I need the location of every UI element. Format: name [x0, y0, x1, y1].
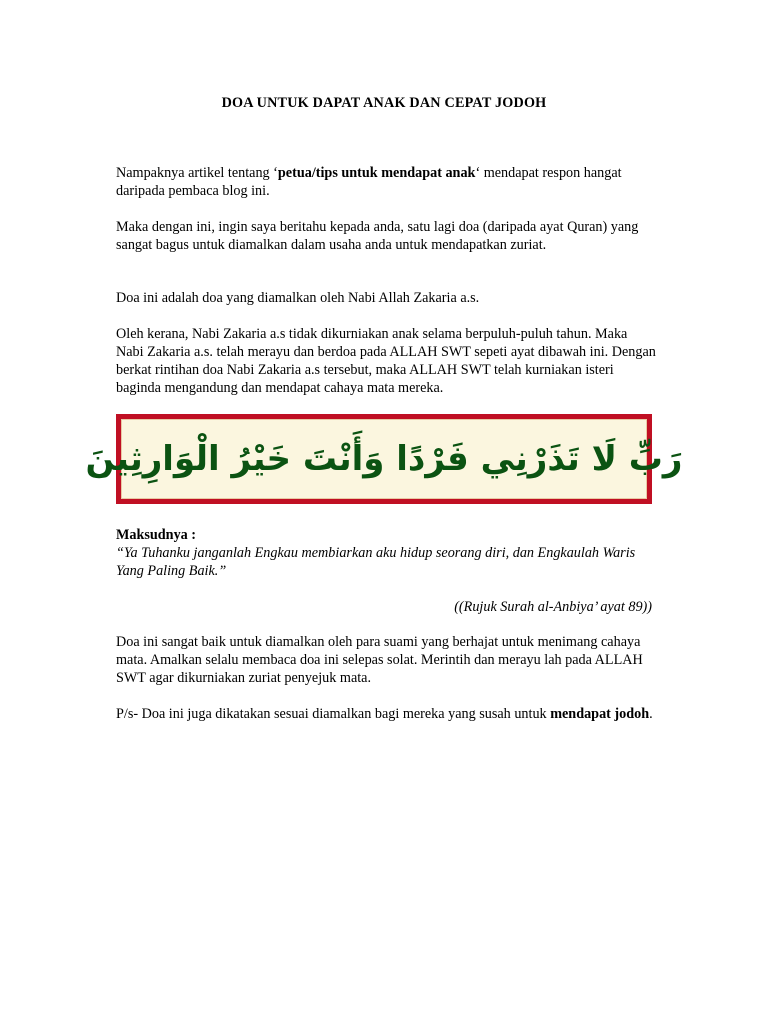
paragraph-postscript [116, 705, 656, 723]
arabic-verse-text: رَبِّ لَا تَذَرْنِي فَرْدًا وَأَنْتَ خَيْرُ الْوَارِثِينَ [85, 439, 683, 479]
meaning-text: “Ya Tuhanku janganlah Engkau membiarkan aku hidup seorang diri, dan Engkaulah Waris Yang Paling Baik.” [116, 545, 636, 579]
document-title: DOA UNTUK DAPAT ANAK DAN CEPAT JODOH [221, 95, 547, 111]
surah-reference: ((Rujuk Surah al-Anbiya’ ayat 89)) [454, 599, 652, 615]
paragraph-postscript-text: P/s- Doa ini juga dikatakan sesuai diamalkan bagi mereka yang susah untuk [116, 706, 551, 722]
paragraph-intro-text-end: ‘ mendapat respon hangat daripada pembaca blog ini. [116, 165, 622, 199]
paragraph-practice: Doa ini sangat baik untuk diamalkan oleh para suami yang berhajat untuk menimang cahaya mata. Amalkan selalu membaca doa ini selepas solat. Merintih dan merayu lah pada ALLAH SWT agar dikurniakan zuriat penyejuk mata. [116, 634, 643, 686]
meaning-label: Maksudnya : [116, 527, 197, 543]
arabic-verse-frame [85, 414, 683, 504]
paragraph-postscript-bold: mendapat jodoh [550, 706, 650, 722]
paragraph-story: Oleh kerana, Nabi Zakaria a.s tidak dikurniakan anak selama berpuluh-puluh tahun. Maka Nabi Zakaria a.s. telah merayu dan berdoa pada ALLAH SWT sepeti ayat dibawah ini. Dengan berkat rintihan doa Nabi Zakaria a.s tersebut, maka ALLAH SWT telah kurniakan isteri baginda mengandung dan mendapat cahaya mata mereka. [116, 326, 656, 396]
paragraph-nabi-zakaria: Doa ini adalah doa yang diamalkan oleh Nabi Allah Zakaria a.s. [116, 290, 480, 306]
paragraph-doa-intro: Maka dengan ini, ingin saya beritahu kepada anda, satu lagi doa (daripada ayat Quran) yang sangat bagus untuk diamalkan dalam usaha anda untuk mendapatkan zuriat. [116, 219, 639, 253]
paragraph-intro-text: Nampaknya artikel tentang ‘ [116, 165, 278, 181]
arabic-verse-panel [85, 419, 683, 499]
paragraph-intro [116, 164, 656, 200]
paragraph-intro-bold: petua/tips untuk mendapat anak [277, 165, 476, 181]
paragraph-postscript-text-end: . [649, 706, 653, 722]
